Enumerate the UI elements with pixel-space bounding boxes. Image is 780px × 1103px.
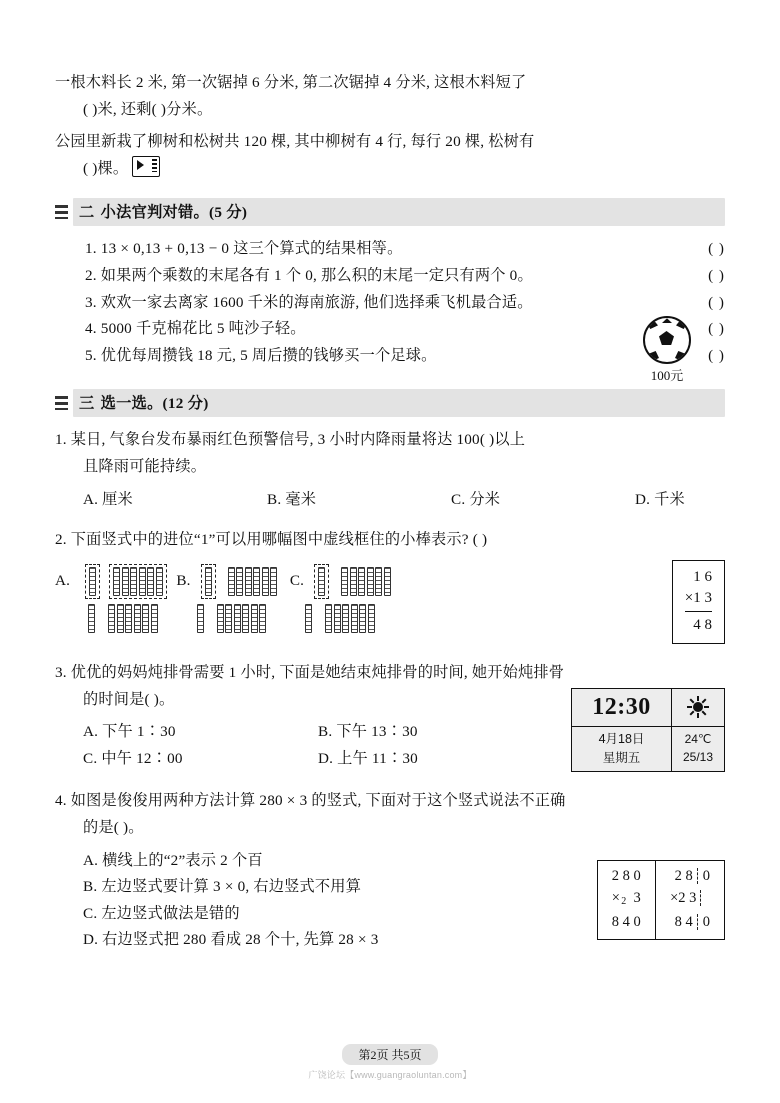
stick-figure-c — [314, 564, 394, 599]
question-10-line-2 — [55, 156, 725, 183]
choice-q4-option-a[interactable]: A. 横线上的“2”表示 2 个百 — [83, 851, 263, 869]
tf-item-3-answer-paren[interactable]: ( ) — [708, 293, 725, 311]
choice-q2-label-a[interactable]: A. — [55, 571, 71, 589]
tf-item-5-text: 5. 优优每周攒钱 18 元, 5 周后攒的钱够买一个足球。 — [85, 346, 437, 364]
choice-q1-option-b[interactable]: B. 毫米 — [267, 490, 317, 508]
vcalc-row-3: 4 8 — [693, 617, 712, 634]
vertical-calc-16x13-body — [685, 567, 712, 637]
choice-question-2 — [55, 527, 725, 644]
tf-item-3-text: 3. 欢欢一家去离家 1600 千米的海南旅游, 他们选择乘飞机最合适。 — [85, 293, 533, 311]
choice-q4-line-1: 4. 如图是俊俊用两种方法计算 280 × 3 的竖式, 下面对于这个竖式说法不正确 — [55, 792, 566, 810]
section-2-header — [55, 198, 725, 226]
tf-item-1-answer-paren[interactable]: ( ) — [708, 240, 725, 258]
stick-bundle-plain-c — [338, 565, 394, 598]
vcalc-left-row-1: 2 8 0 — [611, 868, 641, 885]
sun-icon — [687, 696, 709, 718]
clock-card-top — [572, 689, 724, 727]
vertical-calc-280x3-box — [597, 860, 725, 939]
vcalc-left-row-2 — [612, 888, 641, 910]
vcalc-left-row-2-value: 3 — [633, 890, 641, 907]
clock-time: 12:30 — [592, 693, 651, 720]
stick-figure-b-row2 — [194, 602, 269, 635]
worksheet-content — [55, 70, 725, 956]
tf-item-1-text: 1. 13 × 0,13 + 0,13 − 0 这三个算式的结果相等。 — [85, 240, 403, 258]
clock-weekday-value: 星期五 — [602, 750, 641, 765]
stick-bundle-dashed-a2 — [109, 564, 167, 599]
tf-item-4-answer-paren[interactable]: ( ) — [708, 320, 725, 338]
section-3-title — [73, 389, 725, 417]
choice-q3-option-c[interactable]: C. 中午 12∶00 — [83, 749, 183, 767]
question-9-line-2: ( )米, 还剩( )分米。 — [83, 100, 213, 118]
question-9-line-1: 一根木料长 2 米, 第一次锯掉 6 分米, 第二次锯掉 4 分米, 这根木料短了 — [55, 74, 527, 91]
choice-q4-option-b[interactable]: B. 左边竖式要计算 3 × 0, 右边竖式不用算 — [83, 878, 362, 896]
choice-q1-line-2: 且降雨可能持续。 — [83, 457, 207, 475]
stick-bundle-dashed-b — [201, 564, 216, 599]
soccer-ball-icon — [643, 316, 691, 364]
tf-item-5 — [55, 343, 725, 370]
tf-item-3 — [55, 290, 725, 317]
stick-bundle-a-row2b — [106, 602, 160, 635]
stick-bundle-dashed-a — [85, 564, 100, 599]
vcalc-right-row-1-tail: 0 — [697, 868, 710, 884]
sun-icon-cell — [671, 689, 724, 726]
video-icon — [132, 156, 160, 177]
vcalc-row-2 — [685, 588, 712, 612]
choice-q2-label-c[interactable]: C. — [289, 571, 305, 589]
question-10-line-2-text: ( )棵。 — [83, 159, 129, 177]
choice-q4-option-d[interactable]: D. 右边竖式把 280 看成 28 个十, 先算 28 × 3 — [83, 931, 379, 949]
vcalc-right-row-3-value: 8 4 — [674, 913, 693, 930]
vertical-calc-16x13 — [672, 560, 725, 644]
section-marker-icon-2 — [55, 395, 68, 412]
choice-q1-option-a[interactable]: A. 厘米 — [83, 490, 133, 508]
stick-bundle-c-row2b — [323, 602, 377, 635]
vcalc-right-row-1 — [670, 866, 710, 888]
vcalc-left-sign: × — [611, 890, 620, 907]
section-2-index: 二 — [79, 204, 95, 222]
choice-q3-options-row-2 — [55, 746, 553, 773]
choice-q3-line-1: 3. 优优的妈妈炖排骨需要 1 小时, 下面是她结束炖排骨的时间, 她开始炖排骨 — [55, 663, 565, 681]
stick-bundle-b-row2 — [194, 602, 206, 635]
clock-card-bottom — [572, 727, 724, 772]
choice-q4-line-2: 的是( )。 — [83, 818, 144, 836]
clock-date-value: 4月18日 — [598, 731, 645, 746]
vcalc-row-2-value: 1 3 — [693, 590, 712, 607]
page-footer — [0, 1044, 780, 1081]
stick-bundle-plain-b — [225, 565, 281, 598]
vcalc-row-1: 1 6 — [693, 568, 712, 585]
choice-question-1 — [55, 427, 725, 513]
vertical-calc-right — [656, 861, 724, 938]
vcalc-right-sign: × — [670, 890, 679, 907]
choice-q4-option-c[interactable]: C. 左边竖式做法是错的 — [83, 904, 240, 922]
choice-q1-options — [55, 487, 725, 514]
tf-item-4-text: 4. 5000 千克棉花比 5 吨沙子轻。 — [85, 320, 306, 338]
choice-q3-option-a[interactable]: A. 下午 1∶30 — [83, 723, 176, 741]
section-2-title — [73, 198, 725, 226]
soccer-ball-graphic — [632, 316, 702, 384]
clock-card — [571, 688, 725, 773]
tf-item-1 — [55, 236, 725, 263]
clock-date — [572, 727, 671, 772]
choice-q1-line-1: 1. 某日, 气象台发布暴雨红色预警信号, 3 小时内降雨量将达 100( )以上 — [55, 431, 526, 449]
vertical-calc-280x3 — [597, 860, 725, 939]
page-number: 第2页 共5页 — [342, 1044, 437, 1065]
question-10-line-1: 公园里新栽了柳树和松树共 120 棵, 其中柳树有 4 行, 每行 20 棵, 松树有 — [55, 133, 535, 151]
stick-bundle-c-row2 — [302, 602, 314, 635]
stick-figure-c-row2 — [302, 602, 377, 635]
section-3-title-text: 选一选。(12 分) — [100, 395, 209, 413]
choice-q3-line-2: 的时间是( )。 — [83, 690, 175, 708]
section-2-title-text: 小法官判对错。(5 分) — [100, 204, 248, 222]
clock-temp-range: 25/13 — [682, 749, 714, 764]
choice-q3-option-b[interactable]: B. 下午 13∶30 — [318, 723, 418, 741]
choice-q1-option-d[interactable]: D. 千米 — [635, 490, 685, 508]
question-10 — [55, 129, 725, 182]
choice-q3-options-row-1 — [55, 719, 553, 746]
clock-card-body — [571, 688, 725, 773]
tf-item-5-answer-paren[interactable]: ( ) — [708, 346, 725, 364]
section-3-index: 三 — [79, 395, 95, 413]
stick-figure-a-row2 — [85, 602, 160, 635]
tf-item-2-answer-paren[interactable]: ( ) — [708, 266, 725, 284]
vcalc-right-row-1-value: 2 8 — [674, 868, 693, 885]
clock-temp-now: 24℃ — [684, 731, 712, 746]
vcalc-right-row-2-value: 2 3 — [678, 890, 697, 907]
stick-bundle-a-row2 — [85, 602, 97, 635]
soccer-ball-price: 100元 — [650, 368, 684, 383]
stick-figure-a — [85, 564, 167, 599]
clock-temp — [671, 727, 724, 772]
watermark-site: 广饶论坛【www.guangraoluntan.com】 — [308, 1070, 472, 1080]
choice-q2-line-1: 2. 下面竖式中的进位“1”可以用哪幅图中虚线框住的小棒表示? ( ) — [55, 531, 488, 549]
choice-q3-option-d[interactable]: D. 上午 11∶30 — [318, 749, 418, 767]
vertical-calc-left — [598, 861, 655, 938]
tf-item-2-text: 2. 如果两个乘数的末尾各有 1 个 0, 那么积的末尾一定只有两个 0。 — [85, 266, 533, 284]
tf-item-4 — [55, 316, 725, 343]
stick-bundle-b-row2b — [215, 602, 269, 635]
stick-figure-b — [201, 564, 281, 599]
vcalc-multiply-sign: × — [684, 590, 694, 607]
choice-question-4 — [55, 788, 725, 954]
vcalc-right-row-3-tail: 0 — [697, 914, 710, 930]
choice-question-3 — [55, 660, 725, 772]
section-marker-icon — [55, 204, 68, 221]
tf-item-2 — [55, 263, 725, 290]
stick-bundle-dashed-c — [314, 564, 329, 599]
vcalc-left-carry: 2 — [621, 896, 627, 908]
vcalc-right-row-3 — [670, 912, 710, 934]
choice-q1-option-c[interactable]: C. 分米 — [451, 490, 501, 508]
vcalc-right-row-2 — [670, 888, 710, 910]
question-9 — [55, 70, 725, 123]
section-3-header — [55, 389, 725, 417]
vcalc-left-row-3: 8 4 0 — [611, 913, 641, 930]
choice-q2-label-b[interactable]: B. — [176, 571, 191, 589]
